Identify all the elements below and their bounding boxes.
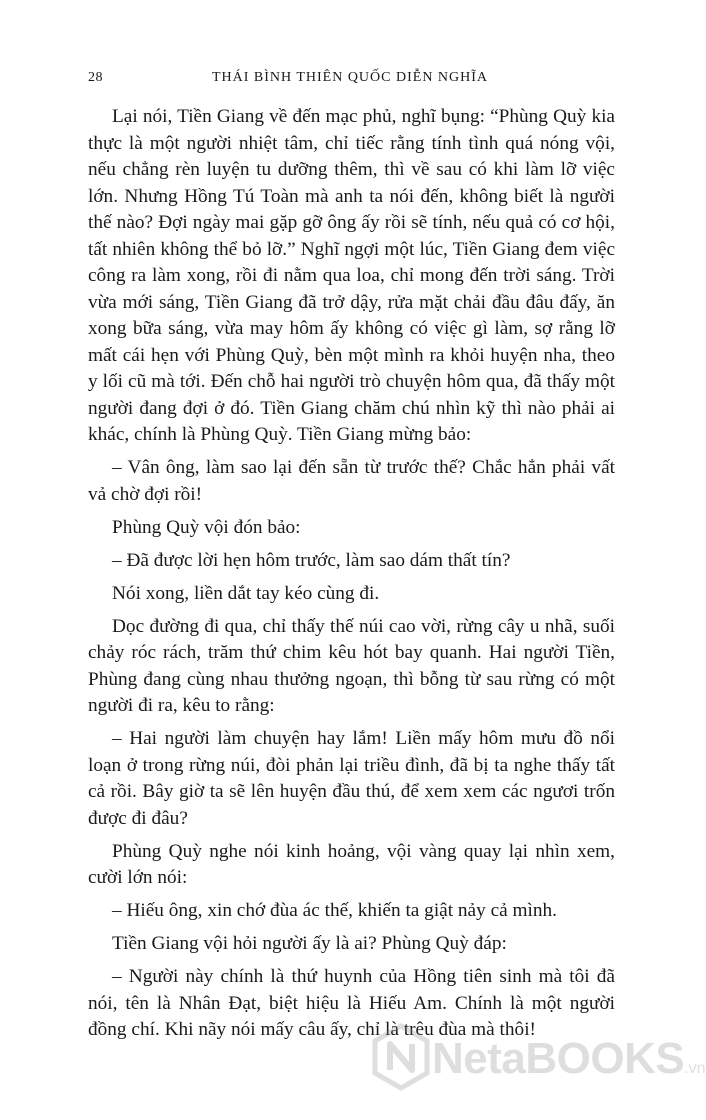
- paragraph: Dọc đường đi qua, chỉ thấy thế núi cao vời, rừng cây u nhã, suối chảy róc rách, trăm thứ chim kêu hót bay quanh. Hai người Tiền, Phùng đang cùng nhau thưởng ngoạn, thì bỗng từ sau rừng có một người đi ra, kêu to rằng:: [88, 615, 615, 716]
- body-text: [88, 104, 615, 1050]
- paragraph: – Đã được lời hẹn hôm trước, làm sao dám thất tín?: [112, 549, 511, 571]
- page-header: [88, 70, 612, 92]
- paragraph: Nói xong, liền dắt tay kéo cùng đi.: [112, 582, 380, 604]
- paragraph: Phùng Quỳ nghe nói kinh hoảng, vội vàng quay lại nhìn xem, cười lớn nói:: [88, 840, 615, 888]
- paragraph: Phùng Quỳ vội đón bảo:: [112, 516, 301, 538]
- paragraph: Tiền Giang vội hỏi người ấy là ai? Phùng Quỳ đáp:: [112, 933, 507, 954]
- paragraph: – Hai người làm chuyện hay lắm! Liền mấy hôm mưu đồ nổi loạn ở trong rừng núi, đòi phản lại triều đình, đã bị ta nghe thấy tất cả rồi. Bây giờ ta sẽ lên huyện đầu thú, để xem xem các ngươi trốn được đi đâu?: [88, 728, 615, 829]
- paragraph: – Vân ông, làm sao lại đến sẵn từ trước thế? Chắc hẳn phải vất vả chờ đợi rồi!: [88, 457, 615, 505]
- watermark-suffix: .vn: [684, 1060, 706, 1077]
- netabooks-logo-icon: [372, 1024, 430, 1090]
- paragraph: – Người này chính là thứ huynh của Hồng tiên sinh mà tôi đã nói, tên là Nhân Đạt, biệt hiệu là Hiếu Am. Chính là một người đồng chí. Khi nãy nói mấy câu ấy, chỉ là trêu đùa mà thôi!: [88, 966, 615, 1040]
- paragraph: – Hiếu ông, xin chớ đùa ác thế, khiến ta giật nảy cả mình.: [112, 900, 557, 921]
- watermark-brand: NetaBOOKS: [432, 1034, 685, 1083]
- page-number: 28: [88, 70, 103, 85]
- running-title: THÁI BÌNH THIÊN QUỐC DIỄN NGHĨA: [211, 70, 489, 85]
- watermark: [372, 1022, 706, 1112]
- paragraph: Lại nói, Tiền Giang về đến mạc phủ, nghĩ bụng: “Phùng Quỳ kia thực là một người nhiệt tâm, chỉ tiếc rằng tính tình quá nóng vội, nếu chẳng rèn luyện tu dưỡng thêm, thì về sau có khi làm lỡ việc lớn. Nhưng Hồng Tú Toàn mà anh ta nói đến, không biết là người thế nào? Đợi ngày mai gặp gỡ ông ấy rồi sẽ tính, nếu quả có cơ hội, tất nhiên không thể bỏ lỡ.” Nghĩ ngợi một lúc, Tiền Giang đem việc công ra làm xong, rồi đi nằm qua loa, chỉ mong đến trời sáng. Trời vừa mới sáng, Tiền Giang đã trở dậy, rửa mặt chải đầu đâu đấy, ăn xong bữa sáng, vừa may hôm ấy không có việc gì làm, sợ rằng lỡ mất cái hẹn với Phùng Quỳ, bèn một mình ra khỏi huyện nha, theo y lối cũ mà tới. Đến chỗ hai người trò chuyện hôm qua, đã thấy một người đang đợi ở đó. Tiền Giang chăm chú nhìn kỹ thì nào phải ai khác, chính là Phùng Quỳ. Tiền Giang mừng bảo:: [88, 106, 615, 445]
- watermark-text: [432, 1034, 706, 1084]
